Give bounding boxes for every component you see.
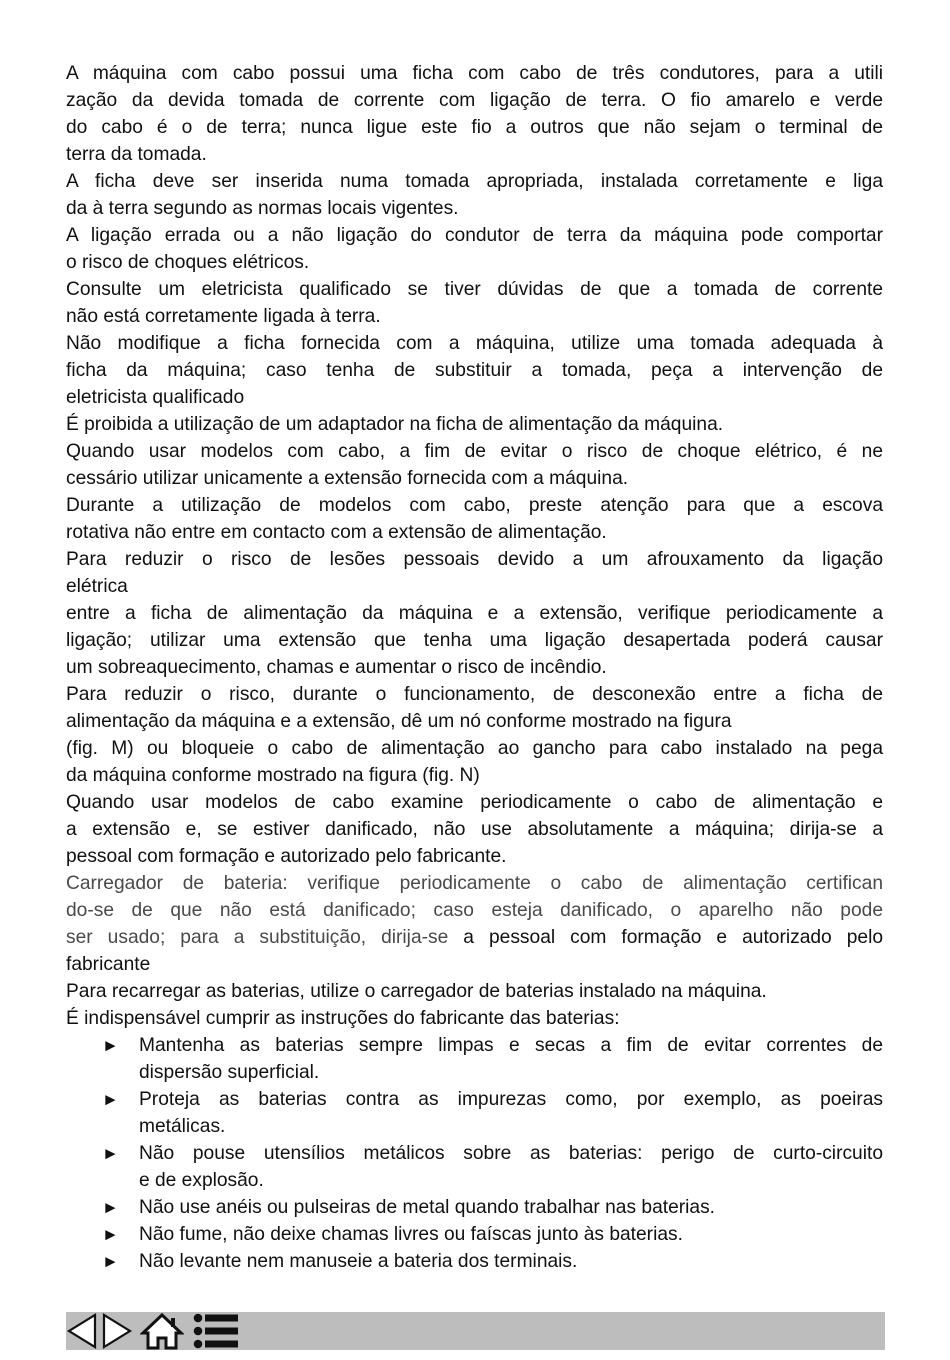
text-line: (fig. M) ou bloqueie o cabo de alimentação ao gancho para cabo instalado na pega bbox=[66, 738, 883, 759]
list-item bbox=[66, 1221, 883, 1248]
list-item bbox=[66, 1140, 883, 1194]
text-line: ficha da máquina; caso tenha de substituir a tomada, peça a intervenção de bbox=[66, 360, 883, 381]
paragraph-consult-electrician bbox=[66, 276, 883, 330]
bullet-arrow-icon: ► bbox=[102, 1198, 119, 1217]
paragraph-no-adapter bbox=[66, 411, 883, 438]
paragraph-recharging bbox=[66, 978, 883, 1032]
text-line: não está corretamente ligada à terra. bbox=[66, 306, 381, 327]
text-line: o risco de choques elétricos. bbox=[66, 252, 310, 273]
text-line: Quando usar modelos com cabo, a fim de evitar o risco de choque elétrico, é ne bbox=[66, 441, 883, 462]
list-item bbox=[66, 1248, 883, 1275]
text-line: cessário utilizar unicamente a extensão fornecida com a máquina. bbox=[66, 468, 629, 489]
text-line: da à terra segundo as normas locais vigentes. bbox=[66, 198, 459, 219]
paragraph-check-connection bbox=[66, 600, 883, 681]
text-line: Durante a utilização de modelos com cabo, preste atenção para que a escova bbox=[66, 495, 883, 516]
text-line: zação da devida tomada de corrente com ligação de terra. O fio amarelo e verde bbox=[66, 90, 883, 111]
text-line: da máquina conforme mostrado na figura (fig. N) bbox=[66, 765, 480, 786]
paragraph-grounding-plug bbox=[66, 60, 883, 168]
text-line: rotativa não entre em contacto com a extensão de alimentação. bbox=[66, 522, 607, 543]
text-line: Mantenha as baterias sempre limpas e secas a fim de evitar correntes de bbox=[139, 1035, 883, 1056]
text-line: terra da tomada. bbox=[66, 144, 207, 165]
list-item bbox=[66, 1194, 883, 1221]
text-line: A máquina com cabo possui uma ficha com cabo de três condutores, para a utili bbox=[66, 63, 883, 84]
paragraph-wrong-earthing bbox=[66, 222, 883, 276]
home-icon[interactable] bbox=[140, 1312, 184, 1350]
paragraph-battery-charger bbox=[66, 870, 883, 978]
text-line: Proteja as baterias contra as impurezas como, por exemplo, as poeiras bbox=[139, 1089, 883, 1110]
text-span-muted: ser usado; para a substituição, dirija-se bbox=[66, 927, 449, 948]
text-line: É proibida a utilização de um adaptador na ficha de alimentação da máquina. bbox=[66, 414, 724, 435]
battery-bullet-list bbox=[66, 1032, 883, 1275]
text-line: alimentação da máquina e a extensão, dê um nó conforme mostrado na figura bbox=[66, 711, 732, 732]
text-line: Para reduzir o risco, durante o funcionamento, de desconexão entre a ficha de bbox=[66, 684, 883, 705]
previous-page-icon[interactable] bbox=[66, 1312, 98, 1350]
paragraph-rotating-brush bbox=[66, 492, 883, 546]
text-line: metálicas. bbox=[139, 1116, 226, 1137]
text-line: fabricante bbox=[66, 954, 151, 975]
text-line: elétrica bbox=[66, 576, 128, 597]
text-line: ligação; utilizar uma extensão que tenha uma ligação desapertada poderá causar bbox=[66, 630, 883, 651]
bullet-arrow-icon: ► bbox=[102, 1252, 119, 1271]
text-line: Não pouse utensílios metálicos sobre as baterias: perigo de curto-circuito bbox=[139, 1143, 883, 1164]
bullet-arrow-icon: ► bbox=[102, 1144, 119, 1163]
list-item bbox=[66, 1032, 883, 1086]
text-line: entre a ficha de alimentação da máquina e a extensão, verifique periodicamente a bbox=[66, 603, 883, 624]
text-line: Para recarregar as baterias, utilize o carregador de baterias instalado na máquina. bbox=[66, 981, 767, 1002]
text-line: do-se de que não está danificado; caso esteja danificado, o aparelho não pode bbox=[66, 900, 883, 921]
paragraph-knot-or-hook bbox=[66, 681, 883, 789]
paragraph-loose-connection bbox=[66, 546, 883, 600]
text-line: e de explosão. bbox=[139, 1170, 264, 1191]
text-line: Quando usar modelos de cabo examine periodicamente o cabo de alimentação e bbox=[66, 792, 883, 813]
text-line: Não use anéis ou pulseiras de metal quando trabalhar nas baterias. bbox=[139, 1197, 715, 1218]
text-line: pessoal com formação e autorizado pelo fabricante. bbox=[66, 846, 507, 867]
paragraph-extension-only bbox=[66, 438, 883, 492]
text-line: a extensão e, se estiver danificado, não use absolutamente a máquina; dirija-se a bbox=[66, 819, 883, 840]
text-line: Carregador de bateria: verifique periodicamente o cabo de alimentação certifican bbox=[66, 873, 883, 894]
bullet-arrow-icon: ► bbox=[102, 1225, 119, 1244]
text-line: Não levante nem manuseie a bateria dos terminais. bbox=[139, 1251, 578, 1272]
text-line: Para reduzir o risco de lesões pessoais devido a um afrouxamento da ligação bbox=[66, 549, 883, 570]
bullet-arrow-icon: ► bbox=[102, 1036, 119, 1055]
list-item bbox=[66, 1086, 883, 1140]
text-span: a pessoal com formação e autorizado pelo bbox=[448, 927, 884, 948]
text-line: Não modifique a ficha fornecida com a máquina, utilize uma tomada adequada à bbox=[66, 333, 883, 354]
paragraph-do-not-modify-plug bbox=[66, 330, 883, 411]
navigation-footer bbox=[66, 1312, 885, 1350]
text-line: dispersão superficial. bbox=[139, 1062, 320, 1083]
bullet-arrow-icon: ► bbox=[102, 1090, 119, 1109]
text-line: eletricista qualificado bbox=[66, 387, 245, 408]
text-line: A ficha deve ser inserida numa tomada apropriada, instalada corretamente e liga bbox=[66, 171, 883, 192]
text-line: do cabo é o de terra; nunca ligue este fio a outros que não sejam o terminal de bbox=[66, 117, 883, 138]
text-line: um sobreaquecimento, chamas e aumentar o risco de incêndio. bbox=[66, 657, 607, 678]
text-line: É indispensável cumprir as instruções do fabricante das baterias: bbox=[66, 1008, 620, 1029]
next-page-icon[interactable] bbox=[101, 1312, 133, 1350]
text-line: Consulte um eletricista qualificado se tiver dúvidas de que a tomada de corrente bbox=[66, 279, 883, 300]
text-line: A ligação errada ou a não ligação do condutor de terra da máquina pode comportar bbox=[66, 225, 883, 246]
text-line bbox=[66, 924, 883, 951]
document-body bbox=[66, 60, 883, 1275]
text-line: Não fume, não deixe chamas livres ou faíscas junto às baterias. bbox=[139, 1224, 683, 1245]
paragraph-proper-socket bbox=[66, 168, 883, 222]
contents-list-icon[interactable] bbox=[191, 1312, 241, 1350]
paragraph-examine-cable bbox=[66, 789, 883, 870]
